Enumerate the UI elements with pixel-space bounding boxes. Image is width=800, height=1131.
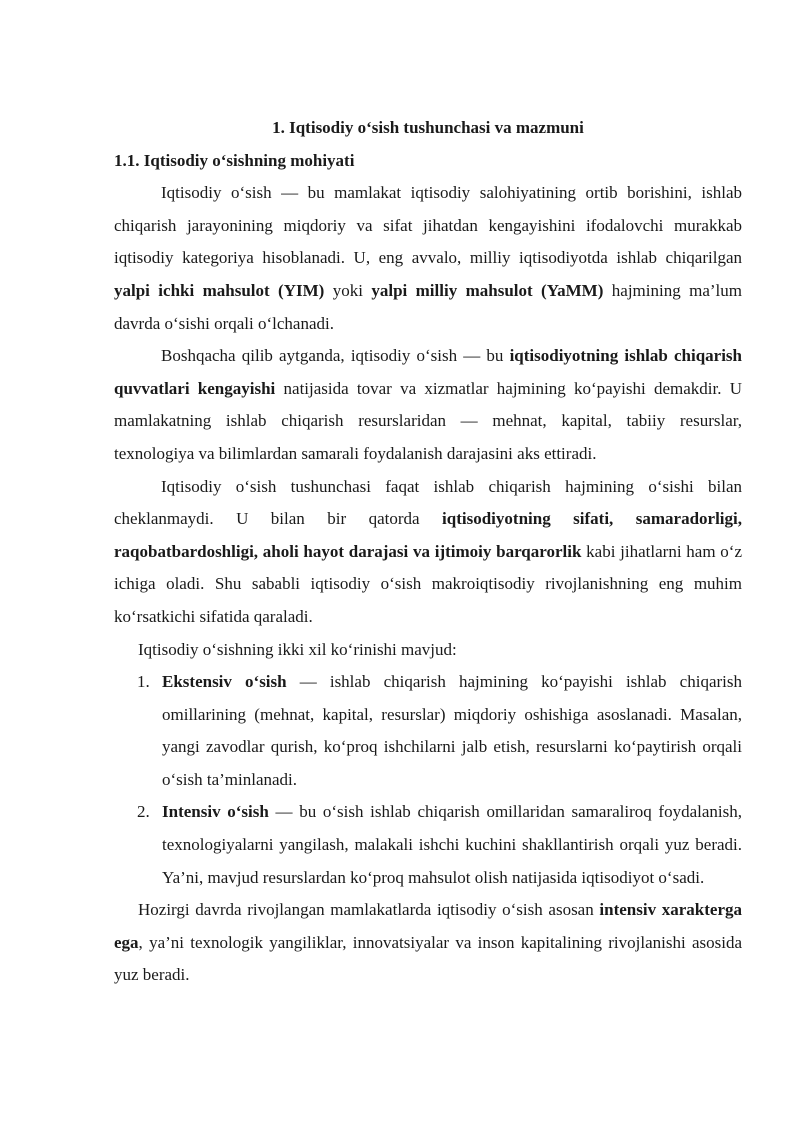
paragraph-2 — [114, 340, 742, 470]
bold-term: intensiv xarakterga ega — [114, 900, 742, 952]
text: , ya’ni texnologik yangiliklar, innovatsiyalar va inson kapitalining rivojlanishi asosida yuz beradi. — [114, 932, 742, 985]
subsection-heading: 1.1. Iqtisodiy o‘sishning mohiyati — [114, 150, 355, 170]
paragraph-3 — [114, 471, 742, 634]
text: kabi jihatlarni ham o‘z ichiga oladi. Shu sababli iqtisodiy o‘sish makroiqtisodiy rivojlanishning eng muhim ko‘rsatkichi sifatida qaraladi. — [114, 541, 742, 626]
bold-term: Intensiv o‘sish — [162, 802, 269, 822]
text: natijasida tovar va xizmatlar hajmining ko‘payishi demakdir. U mamlakatning ishlab chiqarish resurslaridan — mehnat, kapital, tabiiy resurslar, texnologiya va bilimlardan samarali foydalanish darajasini aks ettiradi. — [114, 378, 742, 463]
list-item — [114, 796, 742, 894]
bold-term: iqtisodiyotning sifati, samaradorligi, raqobatbardoshligi, aholi hayot darajasi va ijtimoiy barqarorlik — [114, 509, 742, 561]
text: — ishlab chiqarish hajmining ko‘payishi ishlab chiqarish omillarining (mehnat, kapital, resurslar) miqdoriy oshishiga asoslanadi. Masalan, yangi zavodlar qurish, ko‘proq ishchilarni jalb etish, resurslarni ko‘paytirish orqali o‘sish ta’minlanadi. — [162, 672, 742, 789]
text: Iqtisodiy o‘sish tushunchasi faqat ishlab chiqarish hajmining o‘sishi bilan cheklanmaydi. U bilan bir qatorda — [114, 476, 742, 529]
list-item — [114, 666, 742, 796]
document-page — [114, 112, 742, 992]
text: Iqtisodiy o‘sish — bu mamlakat iqtisodiy salohiyatining ortib borishini, ishlab chiqarish jarayonining miqdoriy va sifat jihatdan kengayishini ifodalovchi murakkab iqtisodiy kategoriya hisoblanadi. U, eng avvalo, milliy iqtisodiyotda ishlab chiqarilgan — [114, 183, 742, 268]
list-number: 2. — [137, 802, 150, 822]
text: hajmining ma’lum davrda o‘sishi orqali o‘lchanadi. — [114, 280, 742, 333]
text: — bu o‘sish ishlab chiqarish omillaridan samaraliroq foydalanish, texnologiyalarni yangilash, malakali ishchi kuchini shakllantirish orqali yuz beradi. Ya’ni, mavjud resurslardan ko‘proq mahsulot olish natijasida iqtisodiyot o‘sadi. — [162, 802, 742, 887]
text: Hozirgi davrda rivojlangan mamlakatlarda iqtisodiy o‘sish asosan — [138, 900, 600, 920]
bold-term: Ekstensiv o‘sish — [162, 672, 287, 692]
bold-term: yalpi milliy mahsulot (YaMM) — [371, 280, 604, 300]
list-number: 1. — [137, 672, 150, 692]
paragraph-1 — [114, 177, 742, 340]
text: yoki — [324, 280, 372, 300]
paragraph-4 — [114, 894, 742, 992]
list-intro: Iqtisodiy o‘sishning ikki xil ko‘rinishi mavjud: — [138, 639, 457, 659]
text: Boshqacha qilib aytganda, iqtisodiy o‘sish — bu — [161, 346, 510, 366]
bold-term: yalpi ichki mahsulot (YIM) — [114, 280, 325, 300]
section-heading: 1. Iqtisodiy o‘sish tushunchasi va mazmuni — [272, 118, 584, 137]
bold-term: iqtisodiyotning ishlab chiqarish quvvatlari kengayishi — [114, 346, 743, 398]
numbered-list — [114, 666, 742, 894]
